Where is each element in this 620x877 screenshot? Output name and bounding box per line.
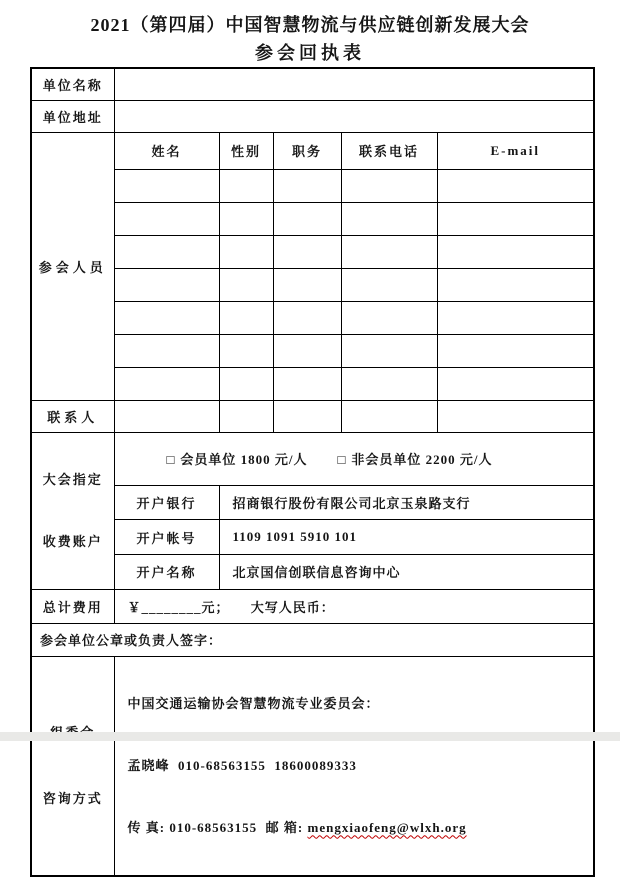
- attendee-email-cell[interactable]: [437, 268, 594, 301]
- signature-row: [31, 623, 594, 656]
- member-checkbox[interactable]: □: [166, 452, 176, 468]
- contact-position-cell[interactable]: [273, 400, 341, 432]
- attendee-name-cell[interactable]: [114, 268, 219, 301]
- attendee-phone-cell[interactable]: [341, 235, 437, 268]
- contact-email-cell[interactable]: [437, 400, 594, 432]
- organizer-email: mengxiaofeng@wlxh.org: [307, 819, 467, 835]
- attendee-position-cell[interactable]: [273, 367, 341, 400]
- attendee-position-cell[interactable]: [273, 334, 341, 367]
- attendee-gender-cell[interactable]: [219, 169, 273, 202]
- organizer-committee-line: 中国交通运输协会智慧物流专业委员会：: [127, 695, 380, 711]
- attendee-gender-cell[interactable]: [219, 202, 273, 235]
- contact-name-cell[interactable]: [114, 400, 219, 432]
- attendee-gender-cell[interactable]: [219, 334, 273, 367]
- unit-name-input-cell[interactable]: [114, 68, 594, 100]
- attendee-email-cell[interactable]: [437, 334, 594, 367]
- attendee-position-cell[interactable]: [273, 301, 341, 334]
- account-number-label: 开户帐号: [114, 520, 219, 555]
- attendee-phone-cell[interactable]: [341, 334, 437, 367]
- column-header-position: 职务: [273, 132, 341, 169]
- attendee-gender-cell[interactable]: [219, 268, 273, 301]
- attendee-name-cell[interactable]: [114, 202, 219, 235]
- attendee-name-cell[interactable]: [114, 169, 219, 202]
- unit-address-label: 单位地址: [31, 100, 114, 132]
- organizer-row: [31, 656, 594, 876]
- column-header-name: 姓名: [114, 132, 219, 169]
- organizer-label-line2: 咨询方式: [42, 790, 103, 806]
- attendee-row: [31, 301, 594, 334]
- fee-account-label-line1: 大会指定: [42, 471, 103, 487]
- fee-account-label: [31, 432, 114, 589]
- window-background-strip: [0, 732, 620, 741]
- fee-options-row: [31, 432, 594, 486]
- attendee-phone-cell[interactable]: [341, 169, 437, 202]
- fee-account-label-line2: 收费账户: [42, 533, 103, 549]
- non-member-checkbox[interactable]: □: [337, 452, 347, 468]
- contact-person-row: [31, 400, 594, 432]
- bank-value: 招商银行股份有限公司北京玉泉路支行: [219, 486, 594, 520]
- attendee-position-cell[interactable]: [273, 169, 341, 202]
- unit-address-input-cell[interactable]: [114, 100, 594, 132]
- attendee-email-cell[interactable]: [437, 235, 594, 268]
- attendee-gender-cell[interactable]: [219, 301, 273, 334]
- attendee-position-cell[interactable]: [273, 268, 341, 301]
- attendee-row: [31, 334, 594, 367]
- attendee-row: [31, 169, 594, 202]
- account-number-row: [31, 520, 594, 555]
- account-number-value: 1109 1091 5910 101: [219, 520, 594, 555]
- bank-row: [31, 486, 594, 520]
- attendee-email-cell[interactable]: [437, 367, 594, 400]
- attendee-gender-cell[interactable]: [219, 367, 273, 400]
- attendee-header-row: [31, 132, 594, 169]
- total-fee-value[interactable]: ￥________元； 大写人民币：: [114, 589, 594, 623]
- unit-address-row: [31, 100, 594, 132]
- non-member-option-label: 非会员单位 2200 元/人: [351, 452, 493, 468]
- attendee-row: [31, 367, 594, 400]
- account-name-value: 北京国信创联信息咨询中心: [219, 555, 594, 589]
- column-header-gender: 性别: [219, 132, 273, 169]
- page-subtitle: 参会回执表: [255, 43, 365, 63]
- attendee-gender-cell[interactable]: [219, 235, 273, 268]
- attendee-row: [31, 235, 594, 268]
- attendee-email-cell[interactable]: [437, 202, 594, 235]
- attendee-name-cell[interactable]: [114, 301, 219, 334]
- account-name-row: [31, 555, 594, 589]
- attendee-name-cell[interactable]: [114, 367, 219, 400]
- bank-label: 开户银行: [114, 486, 219, 520]
- contact-gender-cell[interactable]: [219, 400, 273, 432]
- attendee-phone-cell[interactable]: [341, 301, 437, 334]
- total-fee-row: [31, 589, 594, 623]
- organizer-phone-line: 孟晓峰 010-68563155 18600089333: [127, 757, 357, 773]
- attendee-phone-cell[interactable]: [341, 367, 437, 400]
- attendees-label: 参会人员: [31, 132, 114, 400]
- contact-person-label: 联系人: [31, 400, 114, 432]
- page-title: 2021（第四届）中国智慧物流与供应链创新发展大会: [90, 15, 530, 35]
- attendee-email-cell[interactable]: [437, 301, 594, 334]
- member-option-label: 会员单位 1800 元/人: [180, 452, 308, 468]
- attendee-name-cell[interactable]: [114, 334, 219, 367]
- attendee-row: [31, 268, 594, 301]
- attendee-row: [31, 202, 594, 235]
- total-fee-label: 总计费用: [31, 589, 114, 623]
- unit-name-label: 单位名称: [31, 68, 114, 100]
- column-header-phone: 联系电话: [341, 132, 437, 169]
- contact-phone-cell[interactable]: [341, 400, 437, 432]
- attendee-position-cell[interactable]: [273, 235, 341, 268]
- unit-name-row: [31, 68, 594, 100]
- column-header-email: E-mail: [437, 132, 594, 169]
- organizer-label: [31, 656, 114, 876]
- attendee-email-cell[interactable]: [437, 169, 594, 202]
- fee-options-cell: [114, 432, 594, 486]
- signature-label[interactable]: 参会单位公章或负责人签字：: [31, 623, 594, 656]
- fax-label-text: 传 真: 010-68563155 邮 箱:: [127, 819, 308, 835]
- attendee-name-cell[interactable]: [114, 235, 219, 268]
- organizer-contact-cell: [114, 656, 594, 876]
- attendee-phone-cell[interactable]: [341, 202, 437, 235]
- registration-form-table: [30, 67, 595, 877]
- attendee-position-cell[interactable]: [273, 202, 341, 235]
- account-name-label: 开户名称: [114, 555, 219, 589]
- organizer-fax-email-line: [128, 813, 594, 843]
- attendee-phone-cell[interactable]: [341, 268, 437, 301]
